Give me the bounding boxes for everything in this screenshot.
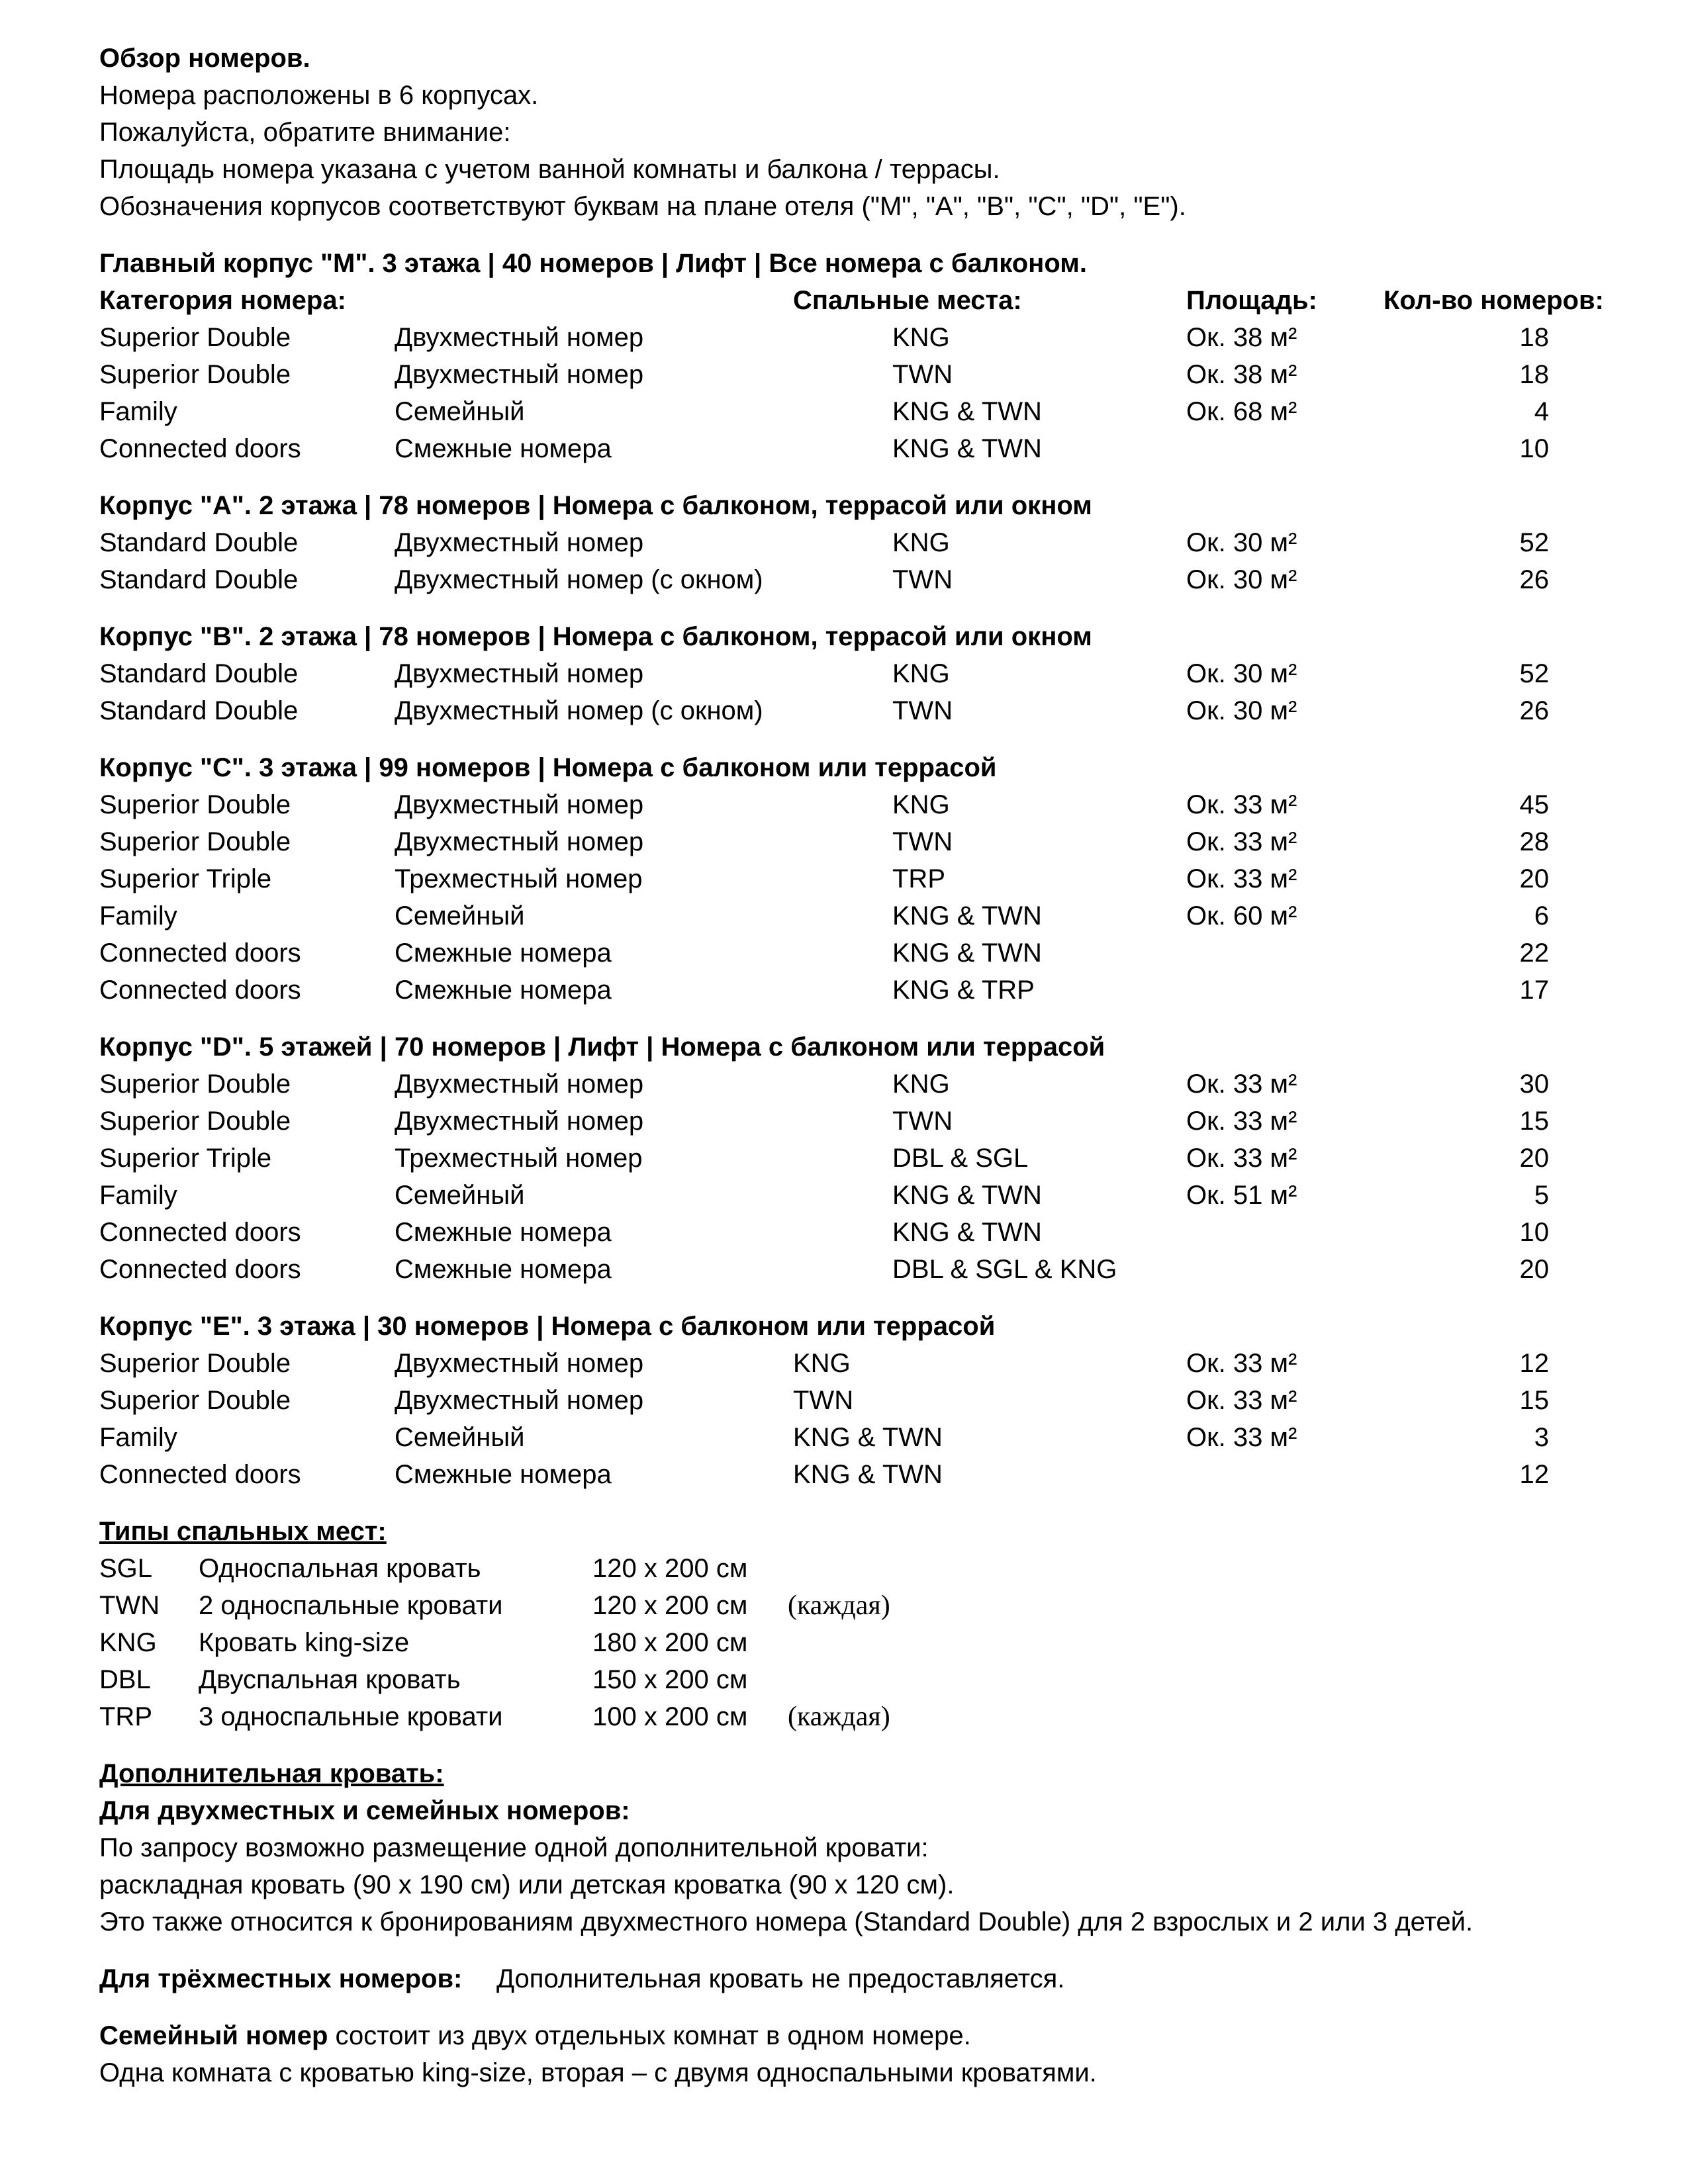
table-row [99,319,1622,356]
bed-type-size: 120 x 200 см [592,1591,748,1620]
room-description: Смежные номера [395,1460,612,1489]
room-count: 10 [1519,1218,1549,1247]
room-beds: TWN [892,827,953,856]
bed-type-size: 120 x 200 см [592,1554,748,1583]
room-count: 10 [1519,434,1549,463]
room-area: Ок. 33 м² [1186,790,1297,819]
room-area: Ок. 33 м² [1186,1144,1297,1173]
room-count: 3 [1534,1423,1549,1452]
room-category: Superior Double [99,827,291,856]
building-heading: Корпус "A". 2 этажа | 78 номеров | Номера с балконом, террасой или окном [99,491,1092,520]
room-beds: KNG & TWN [892,1218,1042,1247]
room-count: 18 [1519,360,1549,389]
bed-type-code: SGL [99,1554,153,1583]
room-area: Ок. 68 м² [1186,397,1297,426]
family-note [99,2017,1622,2054]
building-heading: Корпус "E". 3 этажа | 30 номеров | Номера с балконом или террасой [99,1312,996,1341]
overview-line: Номера расположены в 6 корпусах. [99,81,539,110]
room-category: Connected doors [99,976,301,1005]
building-heading: Корпус "B". 2 этажа | 78 номеров | Номера с балконом, террасой или окном [99,622,1092,651]
building-heading: Корпус "C". 3 этажа | 99 номеров | Номера с балконом или террасой [99,753,997,782]
bed-type-each: (каждая) [788,1702,890,1732]
table-row [99,823,1622,860]
room-description: Двухместный номер [395,827,644,856]
room-description: Двухместный номер [395,1386,644,1415]
room-beds: DBL & SGL & KNG [892,1255,1117,1284]
table-row [99,393,1622,430]
table-row [99,934,1622,972]
room-category: Family [99,1423,177,1452]
room-category: Connected doors [99,1218,301,1247]
room-area: Ок. 30 м² [1186,696,1297,725]
room-area: Ок. 30 м² [1186,659,1297,688]
bed-type-name: 3 односпальные кровати [199,1702,503,1731]
room-count: 52 [1519,659,1549,688]
room-beds: KNG [793,1349,851,1378]
bed-type-name: Односпальная кровать [199,1554,481,1583]
room-category: Superior Triple [99,864,272,893]
room-description: Смежные номера [395,1255,612,1284]
triple-rooms-text: Дополнительная кровать не предоставляется. [496,1964,1065,1993]
room-area: Ок. 51 м² [1186,1181,1297,1210]
table-row [99,561,1622,598]
table-row [99,1419,1622,1456]
room-area: Ок. 33 м² [1186,1107,1297,1136]
building-heading: Главный корпус "M". 3 этажа | 40 номеров | Лифт | Все номера с балконом. [99,249,1087,278]
bed-type-code: TRP [99,1702,152,1731]
room-beds: KNG & TWN [892,397,1042,426]
room-beds: KNG [892,790,950,819]
room-beds: TWN [892,696,953,725]
bed-type-size: 150 x 200 см [592,1665,748,1694]
table-row [99,1382,1622,1419]
room-beds: KNG & TWN [892,901,1042,931]
column-header-beds: Спальные места: [793,286,1022,315]
room-beds: KNG & TWN [892,938,1042,968]
bed-type-row [99,1661,1622,1698]
table-row [99,1345,1622,1382]
document-page [99,40,1622,2091]
room-description: Семейный [395,397,525,426]
room-beds: TWN [892,360,953,389]
table-row [99,430,1622,467]
table-row [99,655,1622,692]
room-beds: TWN [892,1107,953,1136]
bed-type-code: DBL [99,1665,151,1694]
room-area: Ок. 33 м² [1186,1386,1297,1415]
bed-type-size: 100 x 200 см [592,1702,748,1731]
room-area: Ок. 33 м² [1186,827,1297,856]
room-description: Трехместный номер [395,864,643,893]
room-count: 12 [1519,1349,1549,1378]
room-count: 4 [1534,397,1549,426]
family-note-bold: Семейный номер [99,2021,328,2050]
room-description: Двухместный номер [395,528,644,557]
room-area: Ок. 30 м² [1186,528,1297,557]
bed-type-code: TWN [99,1591,160,1620]
room-beds: KNG [892,1069,950,1099]
building-heading: Корпус "D". 5 этажей | 70 номеров | Лифт | Номера с балконом или террасой [99,1032,1105,1062]
room-category: Standard Double [99,696,299,725]
extra-bed-line: раскладная кровать (90 x 190 см) или детская кроватка (90 x 120 см). [99,1870,955,1899]
room-beds: DBL & SGL [892,1144,1029,1173]
room-beds: KNG [892,323,950,352]
room-category: Family [99,901,177,931]
room-description: Смежные номера [395,1218,612,1247]
table-row [99,786,1622,823]
room-area: Ок. 60 м² [1186,901,1297,931]
table-row [99,972,1622,1009]
room-category: Superior Double [99,323,291,352]
room-description: Двухместный номер [395,790,644,819]
room-category: Superior Double [99,1386,291,1415]
room-beds: KNG [892,528,950,557]
room-category: Connected doors [99,938,301,968]
table-row [99,1103,1622,1140]
overview-line: Обозначения корпусов соответствуют буквам на плане отеля ("M", "A", "B", "C", "D", "E"). [99,192,1186,221]
room-category: Family [99,397,177,426]
bed-type-row [99,1587,1622,1624]
room-area: Ок. 38 м² [1186,360,1297,389]
room-count: 18 [1519,323,1549,352]
room-description: Двухместный номер (с окном) [395,696,763,725]
room-category: Superior Double [99,360,291,389]
room-description: Двухместный номер [395,1069,644,1099]
extra-bed-title: Дополнительная кровать: [99,1759,444,1788]
extra-bed-line: Это также относится к бронированиям двухместного номера (Standard Double) для 2 взрослых и 2 или 3 детей. [99,1907,1474,1936]
bed-type-name: Двуспальная кровать [199,1665,461,1694]
room-beds: KNG & TWN [793,1423,943,1452]
room-description: Семейный [395,901,525,931]
family-note-line2: Одна комната с кроватью king-size, вторая – с двумя односпальными кроватями. [99,2058,1097,2087]
room-count: 15 [1519,1107,1549,1136]
room-description: Смежные номера [395,938,612,968]
bed-type-row [99,1624,1622,1661]
bed-type-name: 2 односпальные кровати [199,1591,503,1620]
bed-types-title: Типы спальных мест: [99,1517,387,1546]
table-row [99,897,1622,934]
room-category: Connected doors [99,1255,301,1284]
table-row [99,1456,1622,1493]
room-description: Двухместный номер [395,360,644,389]
triple-rooms-note [99,1960,1622,1997]
room-category: Connected doors [99,1460,301,1489]
room-category: Superior Double [99,790,291,819]
table-row [99,692,1622,729]
room-beds: KNG & TWN [892,434,1042,463]
table-row [99,1140,1622,1177]
room-description: Двухместный номер [395,659,644,688]
room-area: Ок. 33 м² [1186,1349,1297,1378]
column-header-area: Площадь: [1186,286,1317,315]
room-beds: KNG & TRP [892,976,1035,1005]
overview-title: Обзор номеров. [99,44,310,73]
room-beds: KNG & TWN [793,1460,943,1489]
table-row [99,356,1622,393]
room-category: Connected doors [99,434,301,463]
bed-type-size: 180 x 200 см [592,1628,748,1657]
room-description: Двухместный номер (с окном) [395,565,763,594]
room-description: Двухместный номер [395,323,644,352]
room-count: 6 [1534,901,1549,931]
room-beds: TRP [892,864,945,893]
room-category: Family [99,1181,177,1210]
room-count: 20 [1519,1255,1549,1284]
room-category: Standard Double [99,565,299,594]
overview-line: Пожалуйста, обратите внимание: [99,118,511,147]
room-beds: TWN [793,1386,854,1415]
room-area: Ок. 38 м² [1186,323,1297,352]
room-count: 15 [1519,1386,1549,1415]
bed-type-each: (каждая) [788,1590,890,1621]
room-count: 45 [1519,790,1549,819]
extra-bed-subtitle: Для двухместных и семейных номеров: [99,1796,630,1825]
column-header-count: Кол-во номеров: [1383,286,1604,315]
room-count: 28 [1519,827,1549,856]
table-row [99,524,1622,561]
room-beds: KNG [892,659,950,688]
room-count: 22 [1519,938,1549,968]
room-count: 26 [1519,565,1549,594]
column-header-row [99,282,1622,319]
room-count: 26 [1519,696,1549,725]
bed-type-code: KNG [99,1628,157,1657]
triple-rooms-label: Для трёхместных номеров: [99,1964,463,1993]
extra-bed-line: По запросу возможно размещение одной дополнительной кровати: [99,1833,929,1862]
room-count: 5 [1534,1181,1549,1210]
room-beds: TWN [892,565,953,594]
table-row [99,1214,1622,1251]
room-category: Standard Double [99,528,299,557]
room-count: 17 [1519,976,1549,1005]
room-description: Семейный [395,1423,525,1452]
room-beds: KNG & TWN [892,1181,1042,1210]
room-category: Superior Triple [99,1144,272,1173]
overview-line: Площадь номера указана с учетом ванной комнаты и балкона / террасы. [99,155,1000,184]
room-category: Superior Double [99,1069,291,1099]
table-row [99,1251,1622,1288]
room-count: 52 [1519,528,1549,557]
bed-type-row [99,1698,1622,1735]
column-header-category: Категория номера: [99,286,346,315]
room-category: Standard Double [99,659,299,688]
room-area: Ок. 33 м² [1186,1423,1297,1452]
room-area: Ок. 30 м² [1186,565,1297,594]
table-row [99,1066,1622,1103]
room-description: Семейный [395,1181,525,1210]
room-area: Ок. 33 м² [1186,1069,1297,1099]
room-description: Двухместный номер [395,1349,644,1378]
room-description: Двухместный номер [395,1107,644,1136]
room-category: Superior Double [99,1107,291,1136]
room-description: Трехместный номер [395,1144,643,1173]
room-category: Superior Double [99,1349,291,1378]
room-description: Смежные номера [395,976,612,1005]
bed-type-name: Кровать king-size [199,1628,410,1657]
bed-type-row [99,1550,1622,1587]
room-count: 20 [1519,1144,1549,1173]
room-count: 20 [1519,864,1549,893]
table-row [99,860,1622,897]
room-description: Смежные номера [395,434,612,463]
table-row [99,1177,1622,1214]
family-note-rest: состоит из двух отдельных комнат в одном номере. [328,2021,971,2050]
room-count: 12 [1519,1460,1549,1489]
room-area: Ок. 33 м² [1186,864,1297,893]
room-count: 30 [1519,1069,1549,1099]
